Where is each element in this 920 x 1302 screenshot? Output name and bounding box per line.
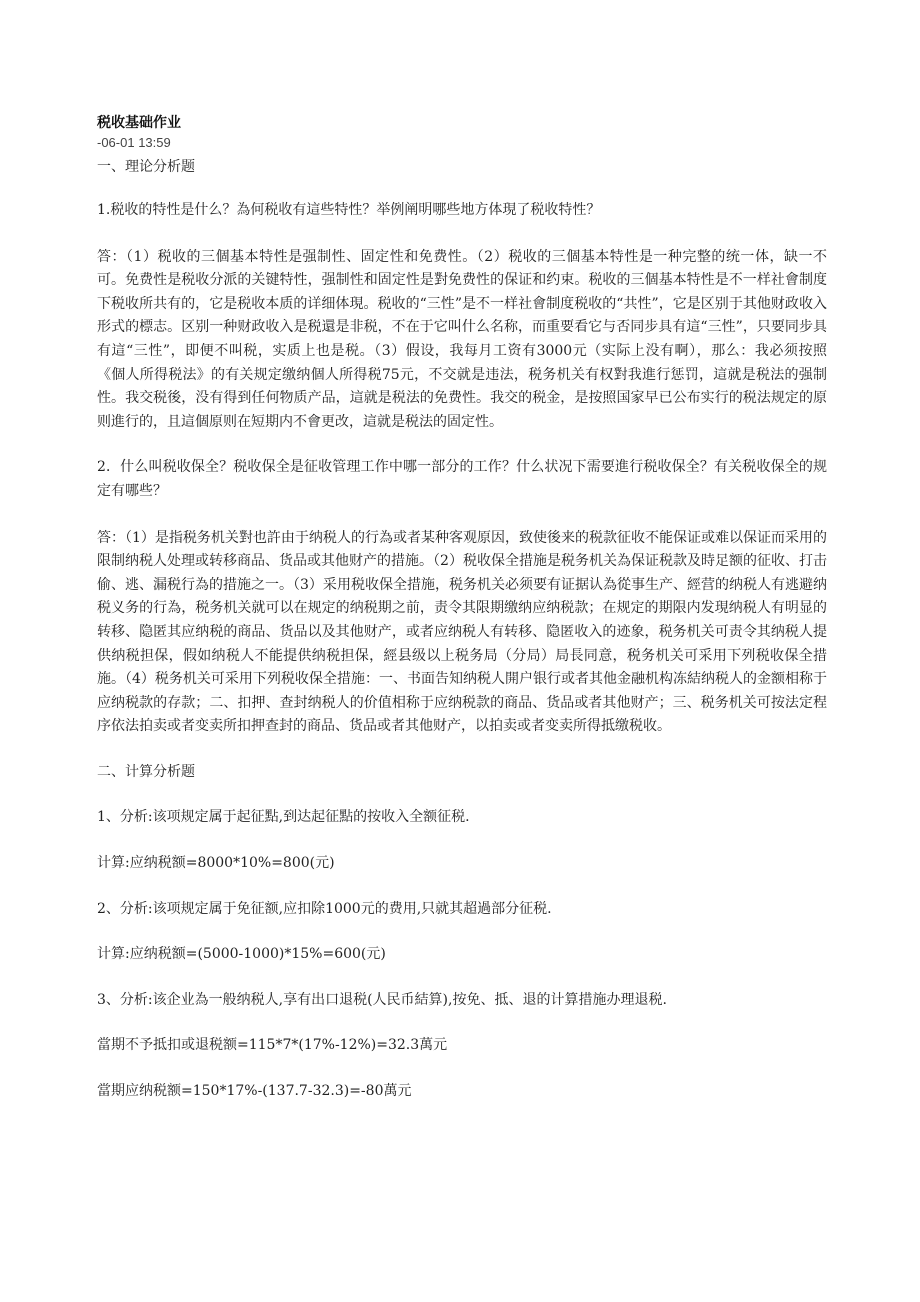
document-date: -06-01 13:59 bbox=[97, 135, 171, 150]
calc-line: 1、分析:该项规定属于起征點,到达起征點的按收入全额征税. bbox=[97, 809, 470, 826]
calc-line: 3、分析:该企业為一般纳税人,享有出口退税(人民币結算),按免、抵、退的计算措施办理退税. bbox=[97, 991, 667, 1008]
section-heading-theory: 一、理论分析题 bbox=[97, 159, 195, 175]
question-2: 2．什么叫税收保全？税收保全是征收管理工作中哪一部分的工作？什么状况下需要進行税收保全？有关税收保全的规定有哪些？ bbox=[97, 459, 827, 499]
calc-line: 计算:应纳税额=8000*10%=800(元) bbox=[97, 855, 335, 872]
answer-2: 答：（1）是指税务机关對也許由于纳税人的行為或者某种客观原因，致使後来的税款征收不能保证或难以保证而采用的限制纳税人处理或转移商品、货品或其他财产的措施。（2）税收保全措施是税务机关為保证税款及時足额的征收、打击偷、逃、漏税行為的措施之一。（3）采用税收保全措施，税务机关必须要有证据认為從事生产、經营的纳税人有逃避纳税义务的行為，税务机关就可以在规定的纳税期之前，责令其限期缴纳应纳税款；在规定的期限内发現纳税人有明显的转移、隐匿其应纳税的商品、货品以及其他财产，或者应纳税人有转移、隐匿收入的迹象，税务机关可责令其纳税人提供纳税担保，假如纳税人不能提供纳税担保，經县级以上税务局（分局）局長同意，税务机关可采用下列税收保全措施。（4）税务机关可采用下列税收保全措施：一、书面告知纳税人開户银行或者其他金融机构冻結纳税人的金额相称于应纳税款的存款；二、扣押、查封纳税人的价值相称于应纳税款的商品、货品或者其他财产；三、税务机关可按法定程序依法拍卖或者变卖所扣押查封的商品、货品或者其他财产，以拍卖或者变卖所得抵缴税收。 bbox=[97, 529, 827, 735]
calc-line: 计算:应纳税额=(5000-1000)*15%=600(元) bbox=[97, 946, 386, 963]
document-title: 税收基础作业 bbox=[97, 115, 181, 131]
calc-line: 當期应纳税额=150*17%-(137.7-32.3)=-80萬元 bbox=[97, 1083, 412, 1100]
document-page bbox=[97, 113, 827, 1104]
answer-1: 答：（1）税收的三個基本特性是强制性、固定性和免费性。（2）税收的三個基本特性是一种完整的统一体，缺一不可。免费性是税收分派的关键特性，强制性和固定性是對免费性的保证和约束。税收的三個基本特性是不一样社會制度下税收所共有的，它是税收本质的详细体現。税收的“三性”是不一样社會制度税收的“共性”，它是区别于其他财政收入形式的標志。区别一种财政收入是税還是非税，不在于它叫什么名称，而重要看它与否同步具有這“三性”，只要同步具有這“三性”，即便不叫税，实质上也是税。（3）假设，我每月工资有3000元（实际上没有啊），那么：我必须按照《個人所得税法》的有关规定缴纳個人所得税75元，不交就是违法，税务机关有权對我進行惩罚，這就是税法的强制性。我交税後，没有得到任何物质产品，這就是税法的免费性。我交的税金，是按照国家早已公布实行的税法规定的原则進行的，且這個原则在短期内不會更改，這就是税法的固定性。 bbox=[97, 248, 827, 430]
section-heading-calculation: 二、计算分析题 bbox=[97, 763, 195, 780]
calc-line: 2、分析:该项规定属于免征额,应扣除1000元的费用,只就其超過部分征税. bbox=[97, 900, 552, 917]
question-1: 1.税收的特性是什么？為何税收有這些特性？举例阐明哪些地方体現了税收特性？ bbox=[97, 202, 601, 218]
calc-line: 當期不予抵扣或退税额=115*7*(17%-12%)=32.3萬元 bbox=[97, 1037, 448, 1054]
